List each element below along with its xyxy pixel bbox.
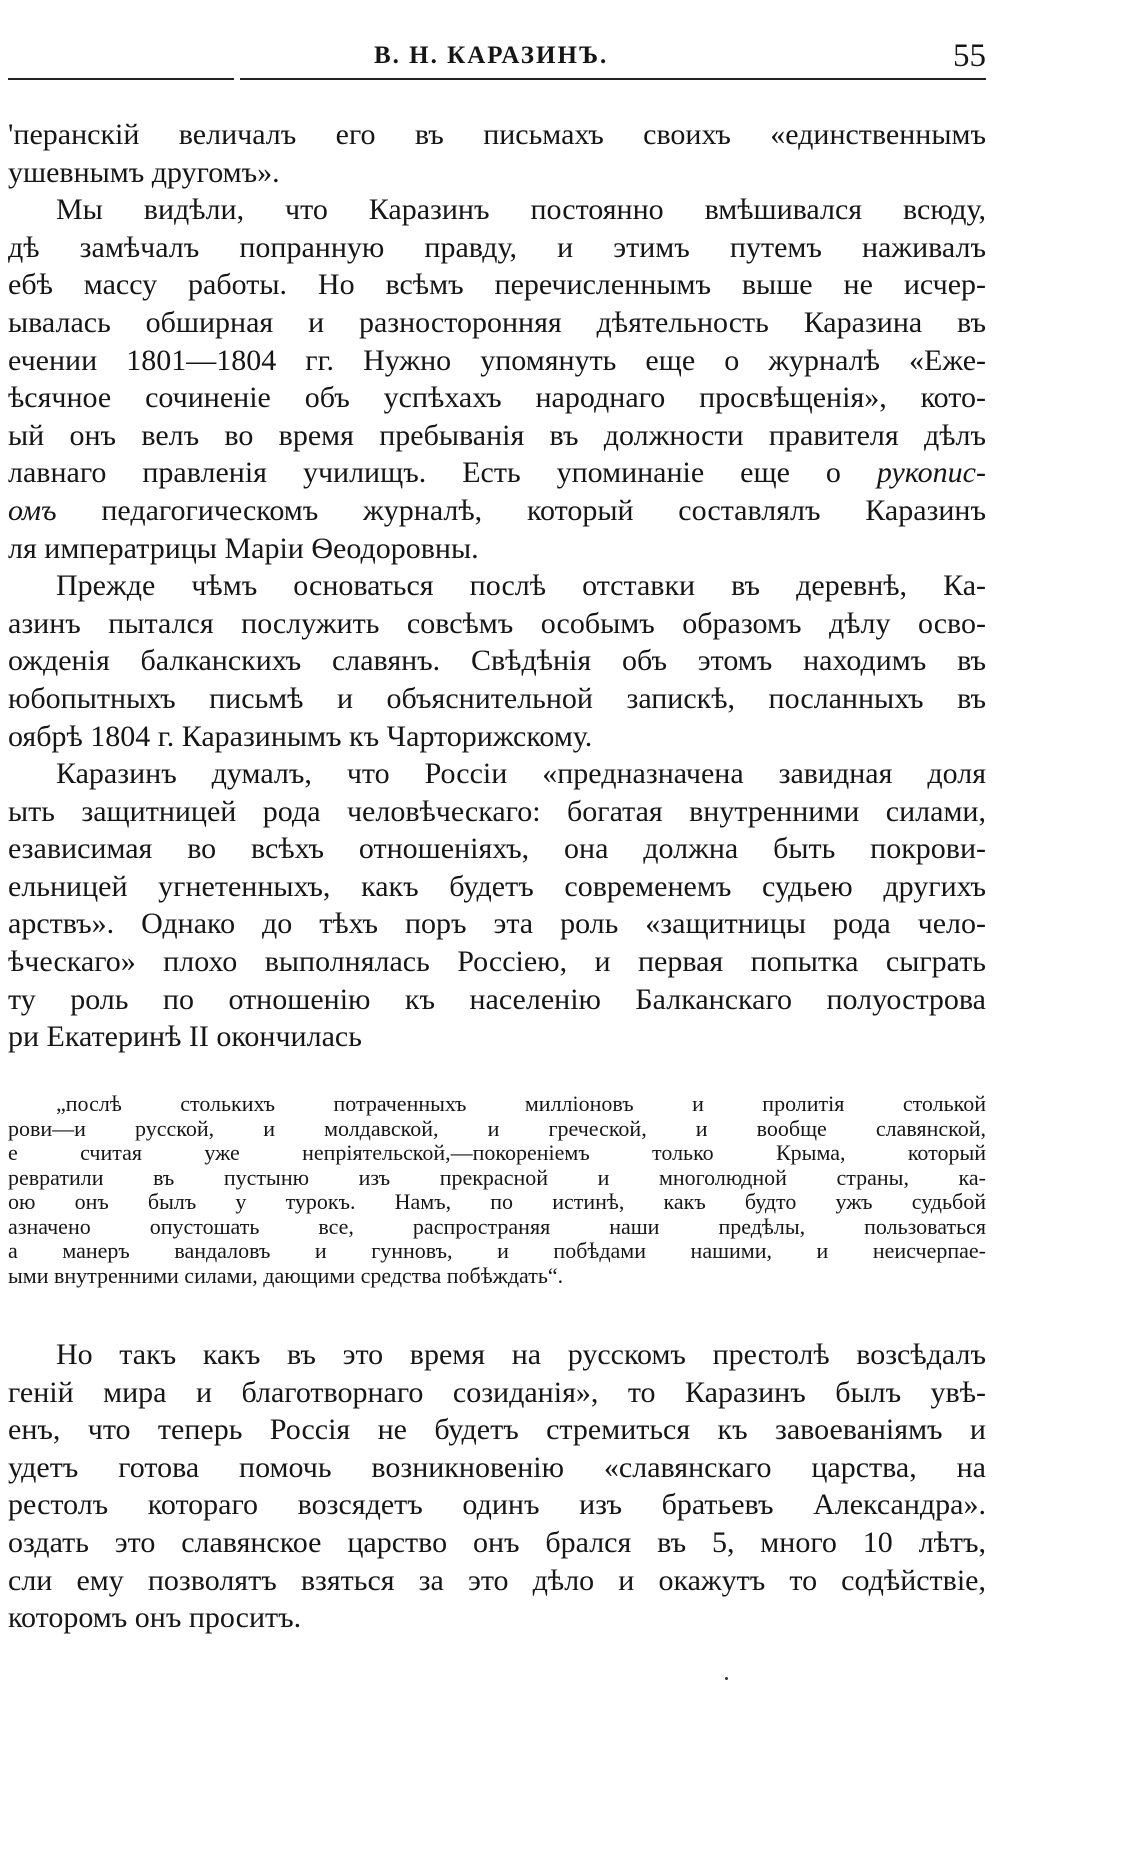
text-line: ыть защитницей рода человѣческаго: богатая внутренними силами, xyxy=(8,794,986,828)
running-header xyxy=(8,40,986,80)
text-line: ѣсячное сочиненіе объ успѣхахъ народнаго просвѣщенія», кото- xyxy=(8,381,986,415)
text-line: оздать это славянское царство онъ брался въ 5, много 10 лѣтъ, xyxy=(8,1525,986,1559)
text-line: Прежде чѣмъ основаться послѣ отставки въ деревнѣ, Ка- xyxy=(56,569,986,603)
quote-line: „послѣ столькихъ потраченныхъ милліоновъ и пролитія столькой xyxy=(56,1092,986,1116)
text-line-with-italic xyxy=(8,492,986,530)
text-line: енъ, что теперь Россія не будетъ стремиться къ завоеваніямъ и xyxy=(8,1413,986,1447)
text-line: Каразинъ думалъ, что Россіи «предназначена завидная доля xyxy=(56,757,986,791)
text-line: ельницей угнетенныхъ, какъ будетъ современемъ судьею другихъ xyxy=(8,869,986,903)
header-rule-left xyxy=(8,78,234,80)
text-line: Мы видѣли, что Каразинъ постоянно вмѣшивался всюду, xyxy=(56,193,986,227)
ink-speck xyxy=(725,1677,728,1680)
text-line: геній мира и благотворнаго созиданія», то Каразинъ былъ увѣ- xyxy=(8,1375,986,1409)
text-line: удетъ готова помочь возникновенію «славянскаго царства, на xyxy=(8,1450,986,1484)
text-line: оябрѣ 1804 г. Каразинымъ къ Чарторижскому. xyxy=(8,719,593,753)
text-line: Но такъ какъ въ это время на русскомъ престолѣ возсѣдалъ xyxy=(56,1338,986,1371)
text-line: дѣ замѣчалъ попранную правду, и этимъ путемъ наживалъ xyxy=(8,230,986,264)
text-line: ля императрицы Маріи Ѳеодоровны. xyxy=(8,531,479,565)
text-segment: педагогическомъ журналѣ, который составлялъ Каразинъ xyxy=(101,493,986,527)
header-rule-right xyxy=(240,78,986,80)
text-line: ушевнымъ другомъ». xyxy=(8,155,280,189)
text-line-with-italic xyxy=(8,454,986,492)
block-quote xyxy=(8,1092,986,1288)
text-line: ебѣ массу работы. Но всѣмъ перечисленнымъ выше не исчер- xyxy=(8,268,986,302)
text-line: ый онъ велъ во время пребыванія въ должности правителя дѣлъ xyxy=(8,418,986,452)
quote-line: азначено опустошать все, распространяя наши предѣлы, пользоваться xyxy=(8,1214,986,1239)
italic-word: омъ xyxy=(8,493,57,527)
text-line: ту роль по отношенію къ населенію Балканскаго полуострова xyxy=(8,982,986,1016)
italic-word: рукопис- xyxy=(876,456,986,490)
text-line: 'перанскій величалъ его въ письмахъ своихъ «единственнымъ xyxy=(8,118,986,151)
text-line: ѣческаго» плохо выполнялась Россіею, и первая попытка сыграть xyxy=(8,945,986,979)
text-line: ывалась обширная и разносторонняя дѣятельность Каразина въ xyxy=(8,305,986,339)
text-line: которомъ онъ проситъ. xyxy=(8,1601,302,1635)
text-line: сли ему позволятъ взяться за это дѣло и окажутъ то содѣйствіе, xyxy=(8,1563,986,1597)
text-line: азинъ пытался послужить совсѣмъ особымъ образомъ дѣлу осво- xyxy=(8,606,986,640)
text-line: ожденія балканскихъ славянъ. Свѣдѣнія объ этомъ находимъ въ xyxy=(8,644,986,678)
text-line: ри Екатеринѣ II окончилась xyxy=(8,1020,362,1054)
quote-line: ою онъ былъ у турокъ. Намъ, по истинѣ, какъ будто ужъ судьбой xyxy=(8,1190,986,1214)
quote-line: е считая уже непріятельской,—покореніемъ только Крыма, который xyxy=(8,1141,986,1165)
text-line: арствъ». Однако до тѣхъ поръ эта роль «защитницы рода чело- xyxy=(8,907,986,941)
text-line: юбопытныхъ письмѣ и объяснительной запискѣ, посланныхъ въ xyxy=(8,681,986,715)
text-line: езависимая во всѣхъ отношеніяхъ, она должна быть покрови- xyxy=(8,832,986,866)
quote-line: а манеръ вандаловъ и гунновъ, и побѣдами нашими, и неисчерпае- xyxy=(8,1239,986,1263)
quote-line: рови—и русской, и молдавской, и греческой, и вообще славянской, xyxy=(8,1116,986,1141)
quote-line: ревратили въ пустыню изъ прекрасной и многолюдной страны, ка- xyxy=(8,1165,986,1190)
text-line: рестолъ котораго возсядетъ одинъ изъ братьевъ Александра». xyxy=(8,1488,986,1522)
text-line: ечении 1801—1804 гг. Нужно упомянуть еще о журналѣ «Еже- xyxy=(8,343,986,377)
text-segment: лавнаго правленія училищъ. Есть упоминаніе еще о xyxy=(8,456,841,490)
page-number: 55 xyxy=(953,38,986,74)
quote-line: ыми внутренними силами, дающими средства побѣждать“. xyxy=(8,1263,564,1288)
running-title: В. Н. КАРАЗИНЪ. xyxy=(374,42,609,69)
main-text xyxy=(8,116,986,1056)
closing-paragraph xyxy=(8,1336,986,1637)
